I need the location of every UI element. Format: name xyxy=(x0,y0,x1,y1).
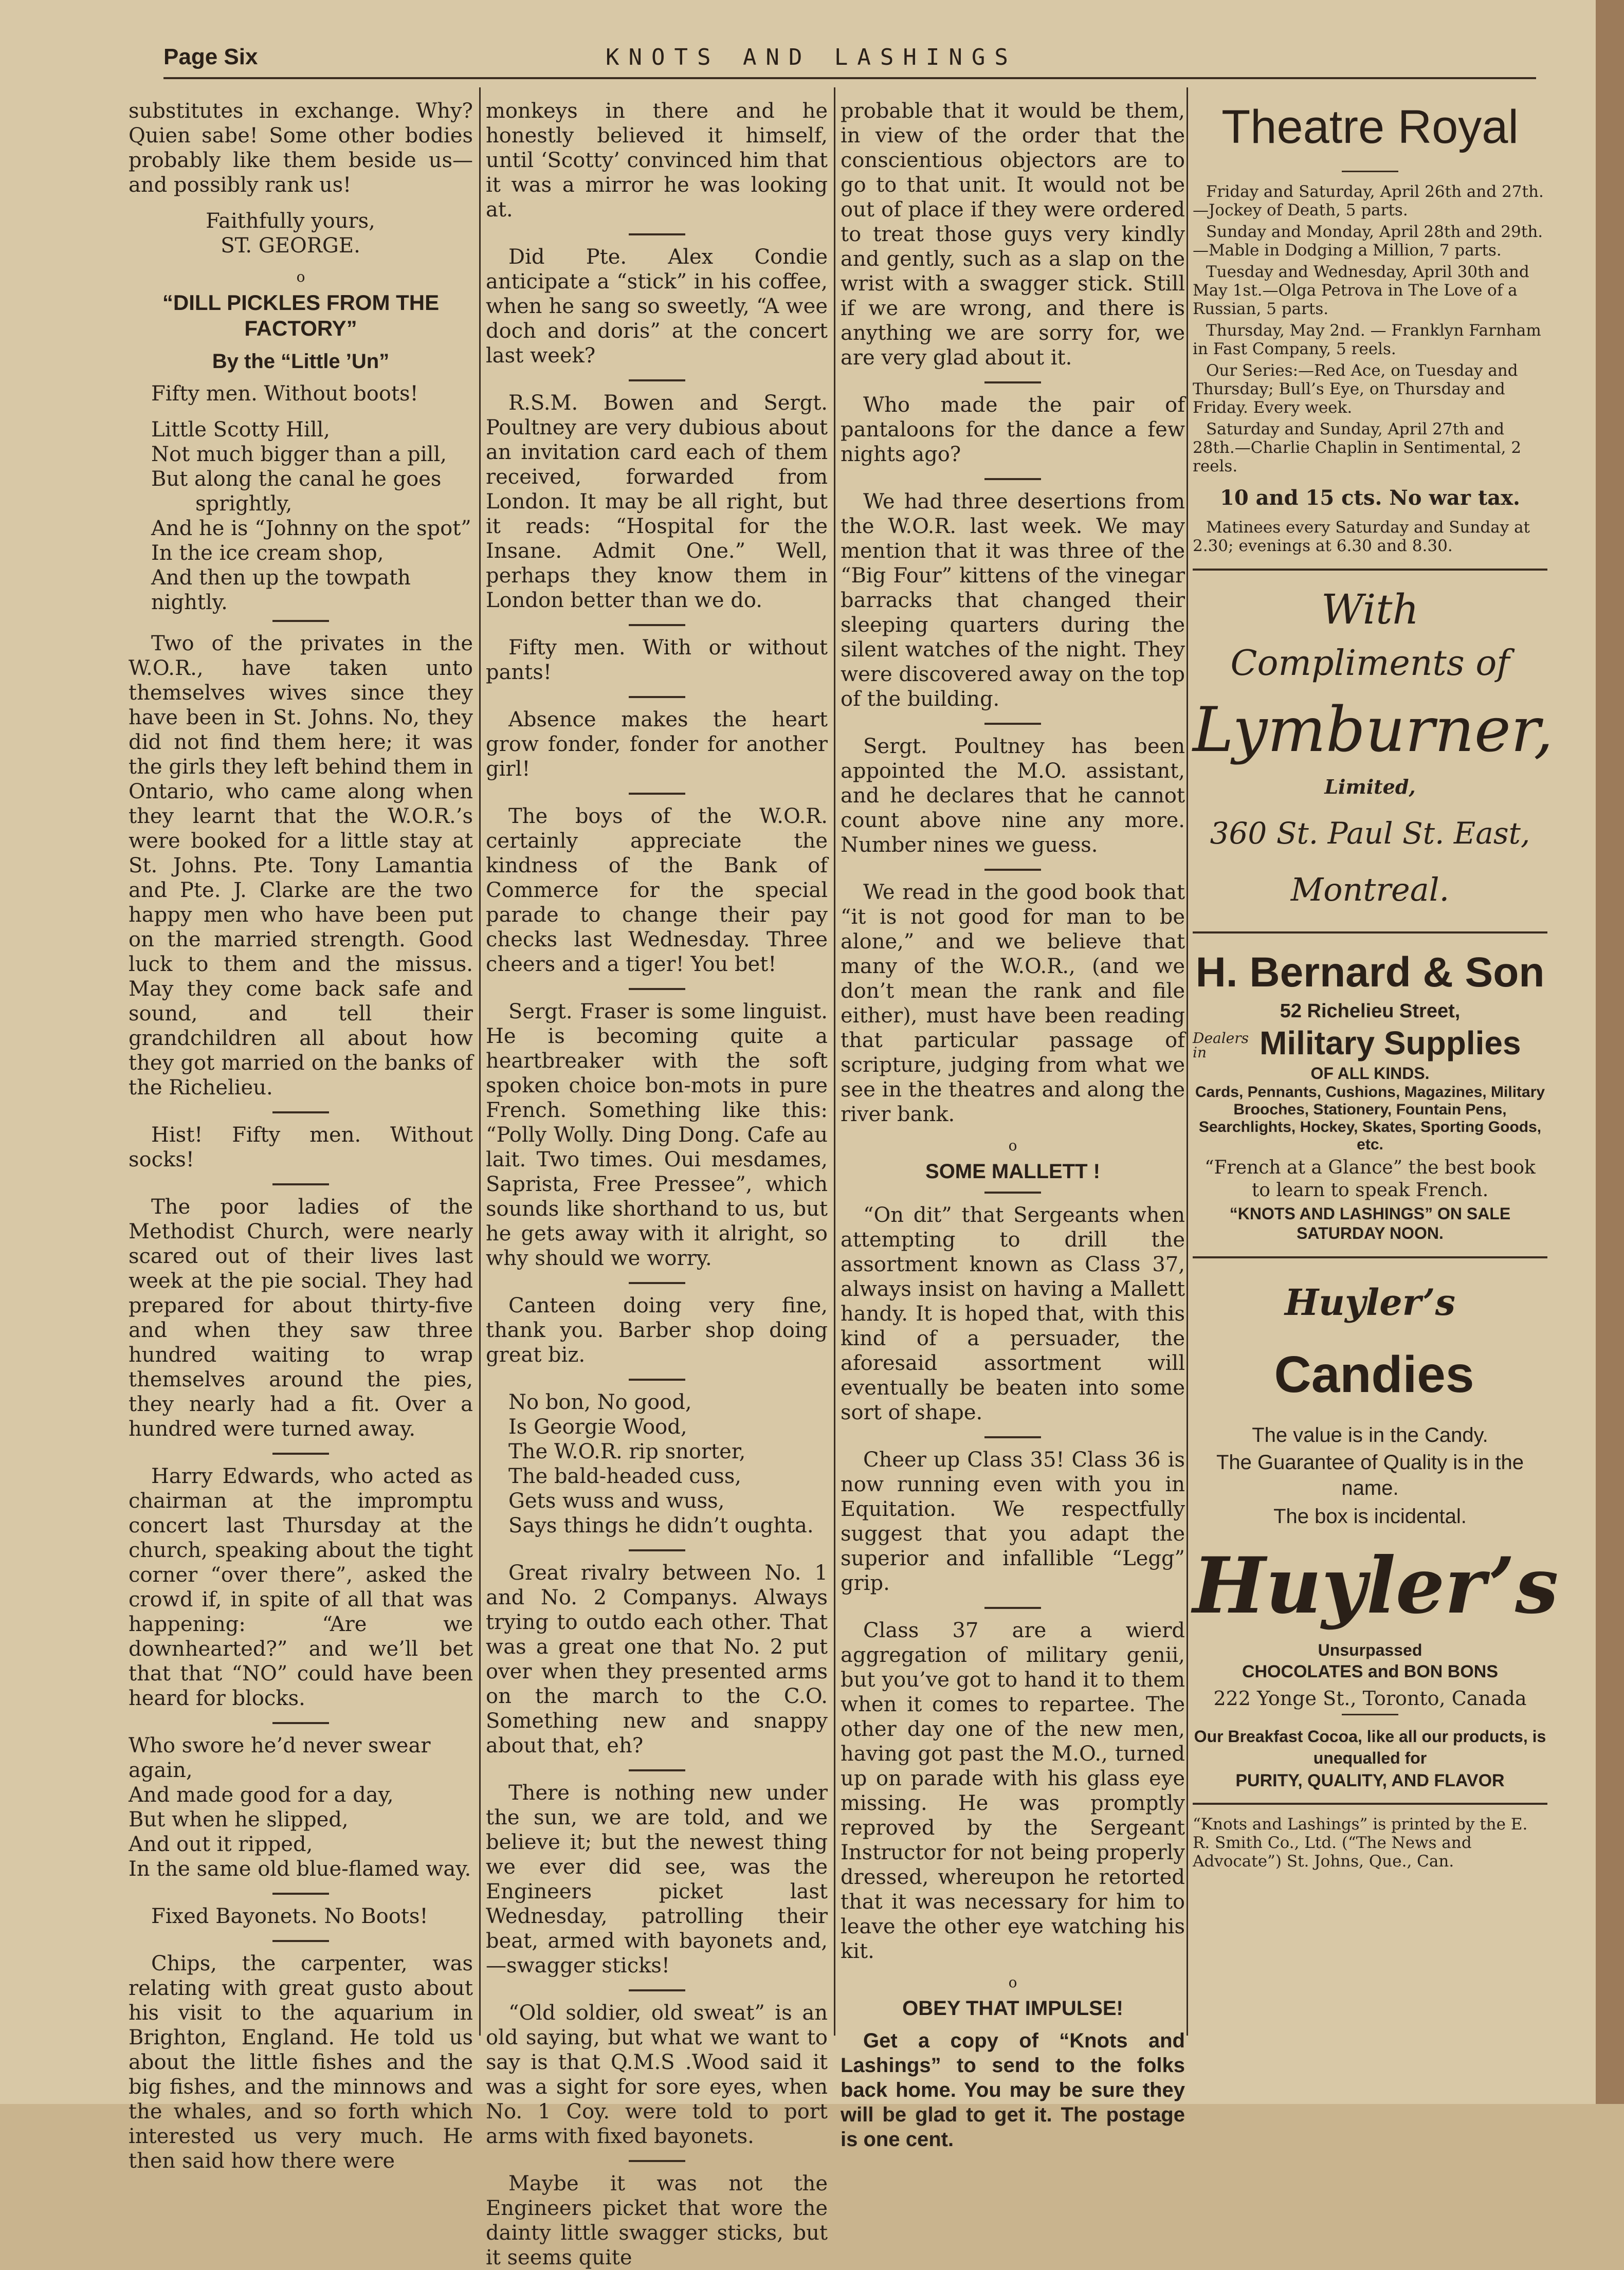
paragraph: Class 37 are a wierd aggregation of military genii, but you’ve got to hand it to them when it comes to repartee. The other day one of the new men, having got past the M.O., turned up on parade with his glass eye missing. He was promptly reproved by the Sergeant Instructor for not being properly dressed, whereupon he retorted that it was necessary for him to leave the other eye watching his kit. xyxy=(841,1619,1185,1963)
divider xyxy=(984,1607,1041,1609)
masthead: KNOTS AND LASHINGS xyxy=(606,44,1017,70)
advertisements-column xyxy=(1193,99,1559,2031)
byline: By the “Little ’Un” xyxy=(212,350,390,373)
verse-line: In the ice cream shop, xyxy=(151,541,384,565)
dealers-text: Dealers in xyxy=(1193,1030,1249,1061)
paragraph: Did Pte. Alex Condie anticipate a “stick” in his coffee, when he sang so sweetly, “A wee doch and doris” at the concert last week? xyxy=(486,245,828,368)
prices: 10 and 15 cts. No war tax. xyxy=(1220,486,1520,510)
compliments-text: Compliments of xyxy=(1230,643,1510,684)
cocoa-text: Our Breakfast Cocoa, like all our products, is unequalled for xyxy=(1194,1727,1546,1767)
with-text: With xyxy=(1321,585,1419,633)
listing: Saturday and Sunday, April 27th and 28th.—Charlie Chaplin in Sentimental, 2 reels. xyxy=(1193,420,1522,475)
verse-line: Says things he didn’t oughta. xyxy=(508,1514,814,1537)
paragraph: probable that it would be them, in view of the order that the conscientious objectors are to go to that unit. It would not be out of place if they were ordered to treat those guys very kindly and gently, such as a slap on the wrist with a swagger stick. Still if we are wrong, and there is anything we are sorry for, we are very glad about it. xyxy=(841,99,1185,370)
column-2 xyxy=(486,99,828,2269)
paragraph: Absence makes the heart grow fonder, fonder for another girl! xyxy=(486,708,828,781)
divider xyxy=(272,1183,329,1185)
verse-line: The bald-headed cuss, xyxy=(508,1464,742,1488)
bernard-name: H. Bernard & Son xyxy=(1195,949,1545,996)
paragraph: “Old soldier, old sweat” is an old saying, but what we want to say is that Q.M.S .Wood said it was a sight for sore eyes, when No. 1 Coy. were told to port arms with fixed bayonets. xyxy=(486,2001,828,2148)
signature: ST. GEORGE. xyxy=(221,234,360,258)
paragraph: Cheer up Class 35! Class 36 is now running even with you in Equitation. We respectfully suggest that you adapt the superior and infallible “Legg” grip. xyxy=(841,1448,1185,1595)
headline: “DILL PICKLES FROM THE FACTORY” xyxy=(162,290,440,340)
paragraph: Fifty men. With or without pants! xyxy=(486,636,828,684)
paragraph: Get a copy of “Knots and Lashings” to send to the folks back home. You may be sure they will be glad to get it. The postage is one cent. xyxy=(841,2029,1185,2151)
bernard-ad xyxy=(1193,947,1547,1243)
huylers-ad xyxy=(1193,1272,1559,1792)
divider xyxy=(629,2160,685,2162)
page-header xyxy=(163,41,1536,79)
on-sale: “KNOTS AND LASHINGS” ON SALE SATURDAY NOON. xyxy=(1229,1204,1511,1242)
purity-text: PURITY, QUALITY, AND FLAVOR xyxy=(1235,1771,1505,1790)
verse-line: And he is “Johnny on the spot” xyxy=(151,517,471,540)
ad-divider xyxy=(1193,931,1547,933)
divider xyxy=(629,696,685,698)
ad-divider xyxy=(1193,1256,1547,1258)
divider xyxy=(629,1282,685,1284)
column-3 xyxy=(841,99,1185,2151)
divider xyxy=(629,624,685,626)
huylers-logo: Huyler’s xyxy=(1193,1541,1559,1631)
listing: Thursday, May 2nd. — Franklyn Farnham in Fast Company, 5 reels. xyxy=(1193,321,1541,358)
verse-line: Gets wuss and wuss, xyxy=(508,1489,725,1513)
unsurpassed: Unsurpassed xyxy=(1318,1641,1422,1659)
verse-line: Not much bigger than a pill, xyxy=(151,443,447,466)
verse-line: And out it ripped, xyxy=(129,1833,313,1856)
all-kinds: OF ALL KINDS. xyxy=(1310,1064,1430,1083)
printer-notice: “Knots and Lashings” is printed by the E. R. Smith Co., Ltd. (“The News and Advocate”) St. Johns, Que., Can. xyxy=(1193,1815,1528,1871)
verse-line: And made good for a day, xyxy=(129,1783,394,1807)
paragraph: Harry Edwards, who acted as chairman at the impromptu concert last Thursday at the church, speaking about the tight corner “over there”, asked the crowd if, in spite of all that was happening: “Are we downhearted?” and we’ll bet that that “NO” could have been heard for blocks. xyxy=(129,1464,473,1710)
separator: o xyxy=(1008,1974,1017,1991)
french-book: “French at a Glance” the best book to learn to speak French. xyxy=(1205,1157,1536,1201)
separator: o xyxy=(1008,1137,1017,1154)
divider xyxy=(629,988,685,990)
matinees: Matinees every Saturday and Sunday at 2.30; evenings at 6.30 and 8.30. xyxy=(1193,518,1530,555)
paragraph: Fifty men. Without boots! xyxy=(151,382,418,406)
paragraph: Sergt. Fraser is some linguist. He is becoming quite a heartbreaker with the soft spoken choice bon-mots in pure French. Something like this: “Polly Wolly. Ding Dong. Cafe au lait. Two times. Oui mesdames, Saprista, Free Pressee”, which sounds like shorthand to us, but he gets away with it alright, so why should we worry. xyxy=(486,1000,828,1270)
supplies-text: Military Supplies xyxy=(1260,1024,1521,1061)
tagline: The Guarantee of Quality is in the name. xyxy=(1216,1451,1524,1499)
divider xyxy=(629,793,685,795)
column-rule xyxy=(479,87,481,2036)
verse-line: Who swore he’d never swear again, xyxy=(129,1734,431,1782)
divider xyxy=(984,381,1041,383)
verse-line: In the same old blue-flamed way. xyxy=(129,1857,471,1881)
divider xyxy=(629,379,685,381)
column-rule xyxy=(1187,87,1188,2036)
divider xyxy=(272,1722,329,1724)
divider xyxy=(629,1549,685,1551)
paragraph: Chips, the carpenter, was relating with great gusto about his visit to the aquarium in Brighton, England. He told us about the little fishes and the big fishes, and the minnows and the whales, and so forth which interested us very much. He then said how there were xyxy=(129,1952,473,2173)
divider xyxy=(629,1769,685,1771)
huylers-brand: Huyler’s xyxy=(1284,1281,1456,1324)
headline: OBEY THAT IMPULSE! xyxy=(902,1997,1123,2020)
tagline: The value is in the Candy. xyxy=(1252,1424,1488,1447)
paragraph: There is nothing new under the sun, we are told, and we believe it; but the newest thing we ever did see, was the Engineers picket last Wednesday, patrolling their beat, armed with bayonets and,—swagger sticks! xyxy=(486,1781,828,1978)
paragraph: We had three desertions from the W.O.R. last week. We may mention that it was three of the “Big Four” kittens of the vinegar barracks that changed their sleeping quarters during the silent watches of the night. They were discovered away on the top of the building. xyxy=(841,490,1185,711)
paragraph: R.S.M. Bowen and Sergt. Poultney are very dubious about an invitation card each of them received, forwarded from London. It may be all right, but it reads: “Hospital for the Insane. Admit One.” Well, perhaps they know them in London better than we do. xyxy=(486,391,828,612)
candies-text: Candies xyxy=(1274,1346,1474,1403)
verse-line: And then up the towpath nightly. xyxy=(151,566,411,614)
divider xyxy=(984,478,1041,480)
verse-line: Is Georgie Wood, xyxy=(508,1415,687,1439)
paragraph: Fixed Bayonets. No Boots! xyxy=(151,1905,428,1928)
bernard-street: 52 Richelieu Street, xyxy=(1280,1000,1461,1022)
divider xyxy=(629,1379,685,1381)
divider xyxy=(984,1436,1041,1438)
closing: Faithfully yours, xyxy=(206,209,375,233)
divider xyxy=(1342,171,1398,172)
divider xyxy=(629,233,685,235)
huylers-header xyxy=(1193,1272,1547,1421)
verse-line: But along the canal he goes xyxy=(151,467,442,491)
divider xyxy=(272,1453,329,1455)
separator: o xyxy=(296,268,305,285)
paragraph: Two of the privates in the W.O.R., have taken unto themselves wives since they have been in St. Johns. No, they did not find them here; it was the girls they left behind them in Ontario, who came along when they learnt that the W.O.R.’s were booked for a little stay at St. Johns. Pte. Tony Lamantia and Pte. J. Clarke are the two happy men who have been put on the married strength. Good luck to them and the missus. May they come back safe and sound, and tell their grandchildren all about how they got married on the banks of the Richelieu. xyxy=(129,632,473,1100)
divider xyxy=(272,620,329,622)
company-name: Lymburner, xyxy=(1193,694,1554,766)
paragraph: The boys of the W.O.R. certainly appreciate the kindness of the Bank of Commerce for the special parade to change their pay checks last Wednesday. Three cheers and a tiger! You bet! xyxy=(486,804,828,976)
chocolates: CHOCOLATES and BON BONS xyxy=(1242,1662,1499,1681)
lymburner-ad xyxy=(1193,584,1554,918)
divider xyxy=(984,1192,1041,1194)
listing: Our Series:—Red Ace, on Tuesday and Thursday; Bull’s Eye, on Thursday and Friday. Every week. xyxy=(1193,361,1518,417)
ad-divider xyxy=(1193,569,1547,571)
address: 360 St. Paul St. East, xyxy=(1210,816,1530,851)
huylers-address: 222 Yonge St., Toronto, Canada xyxy=(1213,1687,1527,1710)
paragraph: Great rivalry between No. 1 and No. 2 Companys. Always trying to outdo each other. That was a great one that No. 2 put over when they presented arms on the march to the C.O. Something new and snappy about that, eh? xyxy=(486,1561,828,1758)
tagline: The box is incidental. xyxy=(1273,1505,1467,1528)
listing: Sunday and Monday, April 28th and 29th.—Mable in Dodging a Million, 7 parts. xyxy=(1193,223,1543,260)
paragraph: The poor ladies of the Methodist Church, were nearly scared out of their lives last week at the pie social. They had prepared for about thirty-five and when they saw three hundred waiting to wrap themselves around the pies, they nearly had a fit. Over a hundred were turned away. xyxy=(129,1195,473,1441)
divider xyxy=(1342,1714,1398,1715)
paragraph: Sergt. Poultney has been appointed the M.O. assistant, and he declares that he cannot count above nine any more. Number nines we guess. xyxy=(841,735,1185,857)
city: Montreal. xyxy=(1290,871,1450,908)
paragraph: Who made the pair of pantaloons for the dance a few nights ago? xyxy=(841,393,1185,466)
verse-line: Little Scotty Hill, xyxy=(151,418,331,442)
verse-line: No bon, No good, xyxy=(508,1390,692,1414)
paragraph: Maybe it was not the Engineers picket that wore the dainty little swagger sticks, but it seems quite xyxy=(486,2172,828,2269)
divider xyxy=(272,1893,329,1895)
paragraph: “On dit” that Sergeants when attempting to drill the assortment known as Class 37, always insist on having a Mallett handy. It is hoped that, with this kind of a persuader, the aforesaid assortment will eventually be beaten into some sort of shape. xyxy=(841,1203,1185,1424)
product-list: Cards, Pennants, Cushions, Magazines, Military Brooches, Stationery, Fountain Pens, Searchlights, Hockey, Skates, Sporting Goods, etc. xyxy=(1195,1084,1545,1153)
paragraph: monkeys in there and he honestly believed it himself, until ‘Scotty’ convinced him that it was a mirror he was looking at. xyxy=(486,99,828,222)
listing: Friday and Saturday, April 26th and 27th.—Jockey of Death, 5 parts. xyxy=(1193,182,1544,219)
headline: SOME MALLETT ! xyxy=(925,1160,1100,1183)
column-rule xyxy=(834,87,835,2036)
paragraph: Canteen doing very fine, thank you. Barber shop doing great biz. xyxy=(486,1294,828,1367)
theatre-royal-ad xyxy=(1193,99,1547,555)
divider xyxy=(984,723,1041,725)
supplies-line xyxy=(1193,1024,1547,1063)
page-edge xyxy=(1596,0,1624,2104)
verse-line: sprightly, xyxy=(195,492,293,516)
verse-line: But when he slipped, xyxy=(129,1808,349,1832)
ad-divider xyxy=(1193,1803,1547,1805)
divider xyxy=(272,1111,329,1113)
divider xyxy=(629,1989,685,1991)
paragraph: We read in the good book that “it is not good for man to be alone,” and we believe that many of the W.O.R., (and we don’t mean the rank and file either), must have been reading that particular passage of scripture, judging from what we see in the theatres and along the river bank. xyxy=(841,881,1185,1126)
divider xyxy=(272,1940,329,1942)
column-1 xyxy=(129,99,473,2173)
theatre-title: Theatre Royal xyxy=(1221,101,1519,153)
listing: Tuesday and Wednesday, April 30th and May 1st.—Olga Petrova in The Love of a Russian, 5 parts. xyxy=(1193,263,1529,318)
limited-text: Limited, xyxy=(1324,775,1416,798)
page-number: Page Six xyxy=(163,44,258,69)
divider xyxy=(984,869,1041,871)
paragraph: substitutes in exchange. Why? Quien sabe! Some other bodies probably like them beside us—and possibly rank us! xyxy=(129,99,473,197)
paragraph: Hist! Fifty men. Without socks! xyxy=(129,1123,473,1171)
verse-line: The W.O.R. rip snorter, xyxy=(508,1440,746,1463)
